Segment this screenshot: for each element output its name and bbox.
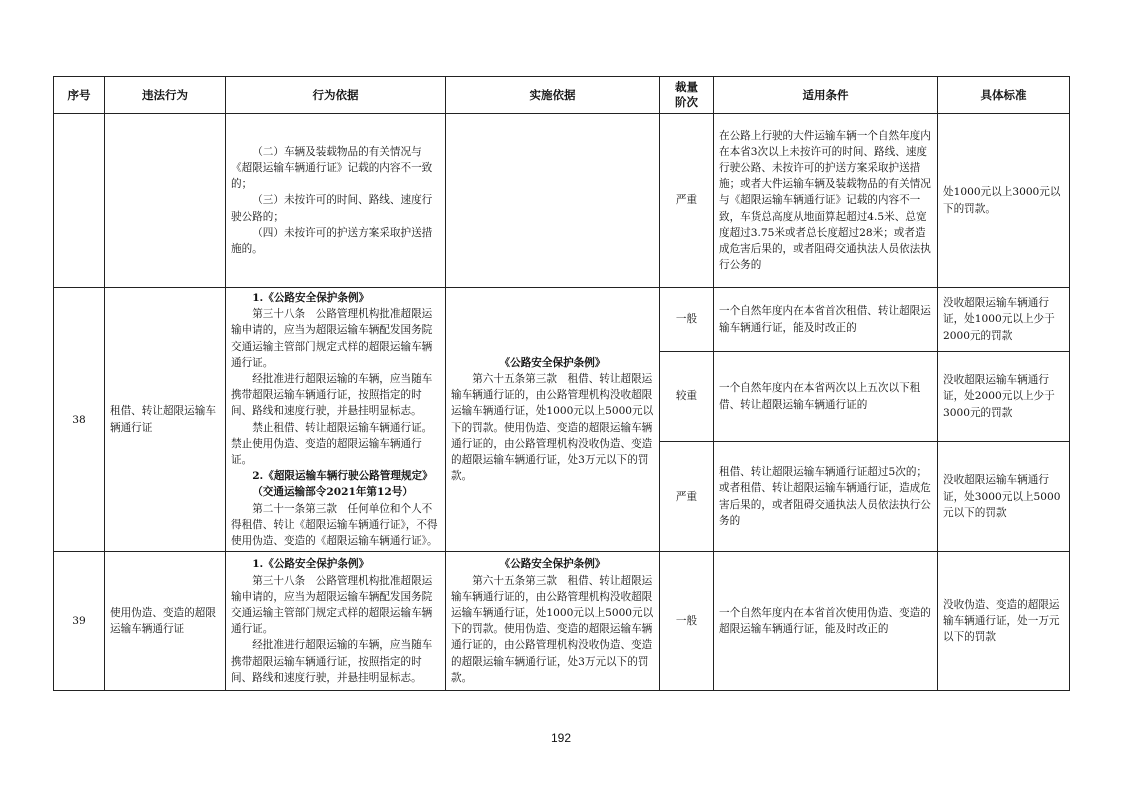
cell-standard: 处1000元以上3000元以下的罚款。 [938,114,1070,288]
cell-condition: 一个自然年度内在本省首次租借、转让超限运输车辆通行证，能及时改正的 [714,288,938,352]
cell-impl [446,288,660,552]
regulation-table [53,76,1070,691]
cell-basis [226,552,446,691]
cell-condition: 一个自然年度内在本省两次以上五次以下租借、转让超限运输车辆通行证的 [714,352,938,442]
cell-standard: 没收伪造、变造的超限运输车辆通行证，处一万元以下的罚款 [938,552,1070,691]
header-seq: 序号 [54,77,105,114]
table-row [54,552,1070,691]
page-number: 192 [550,731,572,745]
cell-condition: 在公路上行驶的大件运输车辆一个自然年度内在本省3次以上未按许可的时间、路线、速度行驶公路、未按许可的护送方案采取护送措施；或者大件运输车辆及装载物品的有关情况与《超限运输车辆通行证》记载的内容不一致，车货总高度从地面算起超过4.5米、总宽度超过3.75米或者总长度超过28米；或者造成危害后果的，或者阻碍交通执法人员依法执行公务的 [714,114,938,288]
cell-violation: 使用伪造、变造的超限运输车辆通行证 [105,552,226,691]
basis-paragraph: 第三十八条 公路管理机构批准超限运输申请的，应当为超限运输车辆配发国务院交通运输主管部门规定式样的超限运输车辆通行证。 [231,308,433,369]
cell-standard: 没收超限运输车辆通行证，处3000元以上5000元以下的罚款 [938,442,1070,552]
cell-standard: 没收超限运输车辆通行证，处1000元以上少于2000元的罚款 [938,288,1070,352]
basis-heading: 1.《公路安全保护条例》 [252,292,370,304]
cell-level: 一般 [660,552,714,691]
table-row [54,288,1070,352]
cell-level: 较重 [660,352,714,442]
impl-heading: 《公路安全保护条例》 [499,558,606,571]
header-level-line2: 阶次 [675,95,698,109]
basis-paragraph: 经批准进行超限运输的车辆，应当随车携带超限运输车辆通行证，按照指定的时间、路线和速度行驶，并悬挂明显标志。 [231,373,433,418]
basis-paragraph: 禁止租借、转让超限运输车辆通行证。禁止使用伪造、变造的超限运输车辆通行证。 [231,421,433,467]
table-row [54,114,1070,288]
basis-paragraph: 第三十八条 公路管理机构批准超限运输申请的，应当为超限运输车辆配发国务院交通运输主管部门规定式样的超限运输车辆通行证。 [231,574,433,636]
impl-heading: 《公路安全保护条例》 [499,356,606,369]
basis-paragraph: （三）未按许可的时间、路线、速度行驶公路的； [231,194,433,223]
cell-impl [446,552,660,691]
cell-violation [105,114,226,288]
basis-heading: 1.《公路安全保护条例》 [252,558,370,571]
cell-seq: 38 [54,288,105,552]
impl-paragraph: 第六十五条第三款 租借、转让超限运输车辆通行证的，由公路管理机构没收超限运输车辆通行证，处1000元以上5000元以下的罚款。使用伪造、变造的超限运输车辆通行证的，由公路管理机构没收伪造、变造的超限运输车辆通行证，处3万元以下的罚款。 [451,574,654,684]
header-standard: 具体标准 [938,77,1070,114]
cell-violation: 租借、转让超限运输车辆通行证 [105,288,226,552]
basis-heading: 2.《超限运输车辆行驶公路管理规定》（交通运输部令2021年第12号） [252,470,433,499]
basis-paragraph: （四）未按许可的护送方案采取护送措施的。 [231,226,433,255]
cell-basis [226,114,446,288]
header-condition: 适用条件 [714,77,938,114]
header-impl: 实施依据 [446,77,660,114]
header-violation: 违法行为 [105,77,226,114]
impl-paragraph: 第六十五条第三款 租借、转让超限运输车辆通行证的，由公路管理机构没收超限运输车辆通行证，处1000元以上5000元以下的罚款。使用伪造、变造的超限运输车辆通行证的，由公路管理机构没收伪造、变造的超限运输车辆通行证，处3万元以下的罚款。 [451,373,654,483]
cell-seq: 39 [54,552,105,691]
table-header-row [54,77,1070,114]
header-level [660,77,714,114]
cell-impl [446,114,660,288]
cell-level: 严重 [660,114,714,288]
header-level-line1: 裁量 [675,80,698,94]
cell-level: 严重 [660,442,714,552]
basis-paragraph: 第二十一条第三款 任何单位和个人不得租借、转让《超限运输车辆通行证》，不得使用伪造、变造的《超限运输车辆通行证》。 [231,502,438,548]
cell-level: 一般 [660,288,714,352]
cell-standard: 没收超限运输车辆通行证，处2000元以上少于3000元的罚款 [938,352,1070,442]
header-basis: 行为依据 [226,77,446,114]
cell-condition: 一个自然年度内在本省首次使用伪造、变造的超限运输车辆通行证，能及时改正的 [714,552,938,691]
basis-paragraph: 经批准进行超限运输的车辆，应当随车携带超限运输车辆通行证，按照指定的时间、路线和速度行驶，并悬挂明显标志。 [231,639,433,684]
cell-seq [54,114,105,288]
basis-paragraph: （二）车辆及装载物品的有关情况与《超限运输车辆通行证》记载的内容不一致的； [231,145,433,191]
cell-condition: 租借、转让超限运输车辆通行证超过5次的；或者租借、转让超限运输车辆通行证，造成危害后果的，或者阻碍交通执法人员依法执行公务的 [714,442,938,552]
cell-basis [226,288,446,552]
